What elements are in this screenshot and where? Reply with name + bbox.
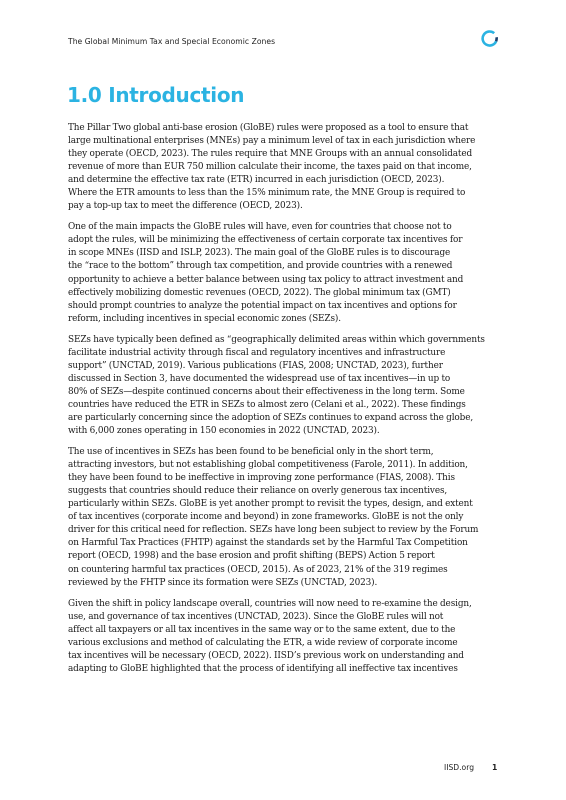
paragraph-2: [68, 221, 506, 325]
text-line: of tax incentives (corporate income and beyond) in zone frameworks. GloBE is not the only: [68, 512, 464, 523]
logo-arc-blue: [483, 32, 496, 46]
text-line: report (OECD, 1998) and the base erosion and profit shifting (BEPS) Action 5 report: [68, 551, 435, 562]
text-line: on countering harmful tax practices (OECD, 2015). As of 2023, 21% of the 319 regimes: [68, 564, 448, 575]
text-line: facilitate industrial activity through fiscal and regulatory incentives and infrastructure: [68, 347, 446, 358]
text-line: support” (UNCTAD, 2019). Various publications (FIAS, 2008; UNCTAD, 2023), further: [68, 360, 443, 371]
text-line: The use of incentives in SEZs has been found to be beneficial only in the short term,: [68, 447, 434, 458]
text-line: on Harmful Tax Practices (FHTP) against the standards set by the Harmful Tax Competition: [68, 538, 468, 549]
text-line: should prompt countries to analyze the potential impact on tax incentives and options for: [68, 300, 457, 311]
text-line: driver for this critical need for reflection. SEZs have long been subject to review by the Forum: [68, 525, 479, 536]
text-line: large multinational enterprises (MNEs) pay a minimum level of tax in each jurisdiction where: [68, 136, 476, 147]
text-line: The Pillar Two global anti-base erosion (GloBE) rules were proposed as a tool to ensure that: [68, 123, 469, 133]
text-line: in scope MNEs (IISD and ISLP, 2023). The main goal of the GloBE rules is to discourage: [68, 248, 451, 259]
text-line: and determine the effective tax rate (ETR) incurred in each jurisdiction (OECD, 2023).: [68, 175, 445, 186]
text-line: 80% of SEZs—despite continued concerns about their effectiveness in the long term. Some: [68, 386, 465, 397]
text-line: SEZs have typically been defined as “geographically delimited areas within which governments: [68, 334, 485, 345]
text-line: Given the shift in policy landscape overall, countries will now need to re-examine the design,: [68, 598, 472, 609]
paragraph-3: [68, 334, 506, 438]
running-header: The Global Minimum Tax and Special Economic Zones: [68, 37, 276, 46]
section-title: 1.0 Introduction: [67, 83, 245, 107]
page-number: 1: [492, 763, 498, 772]
text-line: they operate (OECD, 2023). The rules require that MNE Groups with an annual consolidated: [68, 149, 473, 160]
text-line: pay a top-up tax to meet the difference (OECD, 2023).: [68, 201, 303, 212]
text-line: with 6,000 zones operating in 150 economies in 2022 (UNCTAD, 2023).: [68, 426, 380, 437]
paragraph-4: [68, 446, 506, 590]
text-line: One of the main impacts the GloBE rules will have, even for countries that choose not to: [68, 222, 452, 233]
text-line: particularly within SEZs. GloBE is yet another prompt to revisit the types, design, and extent: [68, 499, 473, 510]
iisd-ring-logo-icon: [480, 30, 498, 48]
logo-arc-navy: [494, 33, 496, 41]
text-line: reviewed by the FHTP since its formation were SEZs (UNCTAD, 2023).: [68, 577, 378, 588]
text-line: reform, including incentives in special economic zones (SEZs).: [68, 313, 341, 324]
text-line: use, and governance of tax incentives (UNCTAD, 2023). Since the GloBE rules will not: [68, 611, 444, 622]
text-line: opportunity to achieve a better balance between using tax policy to attract investment and: [68, 274, 464, 285]
text-line: adapting to GloBE highlighted that the process of identifying all ineffective tax incentives: [68, 663, 458, 674]
text-line: Where the ETR amounts to less than the 15% minimum rate, the MNE Group is required to: [68, 188, 466, 199]
text-line: affect all taxpayers or all tax incentives in the same way or to the same extent, due to the: [68, 624, 456, 635]
text-line: they have been found to be ineffective in improving zone performance (FIAS, 2008). This: [68, 473, 455, 484]
text-line: attracting investors, but not establishing global competitiveness (Farole, 2011). In addition,: [68, 460, 468, 471]
body-text: [68, 122, 506, 684]
paragraph-5: [68, 598, 506, 676]
text-line: adopt the rules, will be minimizing the effectiveness of certain corporate tax incentives for: [68, 235, 463, 246]
text-line: countries have reduced the ETR in SEZs to almost zero (Celani et al., 2022). These findings: [68, 399, 466, 410]
text-line: discussed in Section 3, have documented the widespread use of tax incentives—in up to: [68, 373, 451, 384]
text-line: effectively mobilizing domestic revenues (OECD, 2022). The global minimum tax (GMT): [68, 287, 451, 298]
text-line: suggests that countries should reduce their reliance on overly generous tax incentives,: [68, 486, 448, 497]
footer-site-link[interactable]: IISD.org: [444, 763, 475, 772]
text-line: the “race to the bottom” through tax competition, and provide countries with a renewed: [68, 261, 453, 272]
text-line: various exclusions and method of calculating the ETR, a wide review of corporate income: [68, 637, 458, 648]
text-line: revenue of more than EUR 750 million calculate their income, the taxes paid on that income,: [68, 162, 472, 173]
text-line: are particularly concerning since the adoption of SEZs continues to expand across the globe,: [68, 412, 474, 423]
text-line: tax incentives will be necessary (OECD, 2022). IISD’s previous work on understanding and: [68, 650, 464, 661]
paragraph-1: [68, 122, 506, 213]
